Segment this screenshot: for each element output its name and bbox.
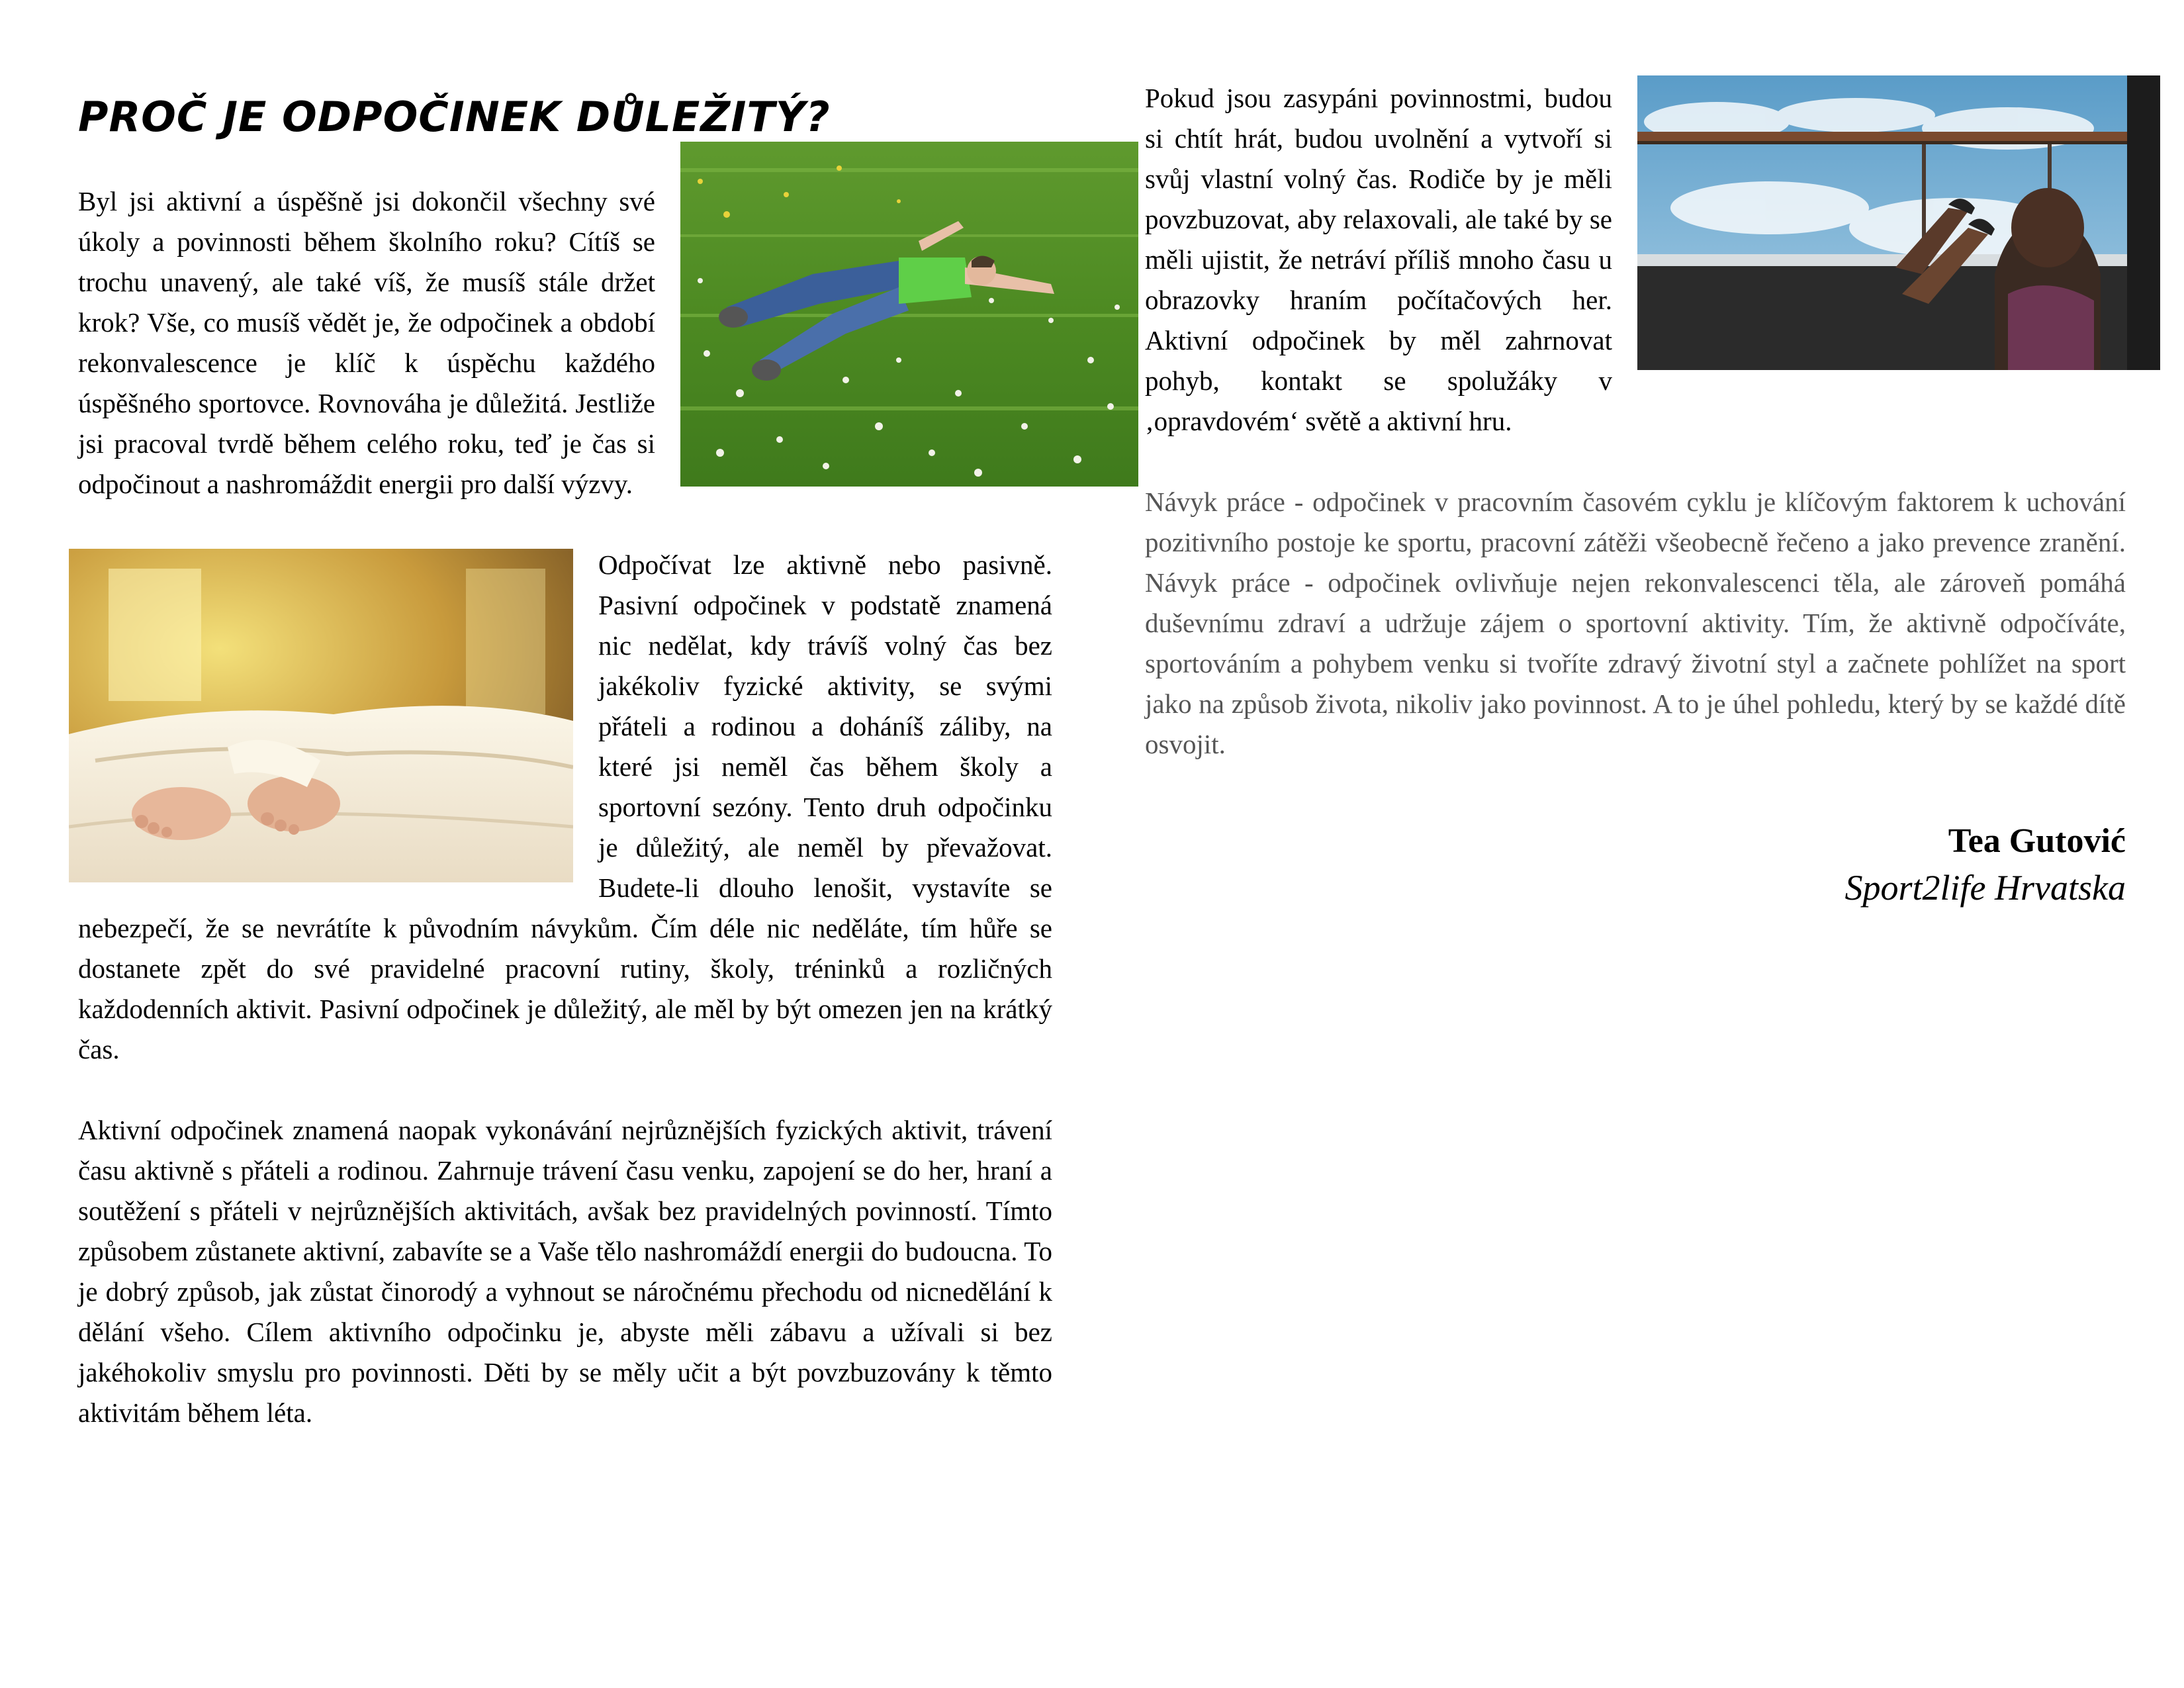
article-paragraph-1: Byl jsi aktivní a úspěšně jsi dokončil všechny své úkoly a povinnosti během školního roku? Cítíš se trochu unavený, ale také víš, že musíš stále držet krok? Vše, co musíš vědět je, že odpočinek a období rekonvalescence je klíč k úspěchu každého úspěšného sportovce. Rovnováha je důležitá. Jestliže jsi pracoval tvrdě během celého roku, teď je čas si odpočinout a nashromáždit energii pro další výzvy. [78, 186, 655, 500]
signature-block [1145, 819, 2126, 912]
article-paragraph-5: Návyk práce - odpočinek v pracovním časovém cyklu je klíčovým faktorem k uchování pozitivního postoje ke sportu, pracovní zátěži všeobecně řečeno a jako prevence zranění. Návyk práce - odpočinek ovlivňuje nejen rekonvalescenci těla, ale zároveň pomáhá duševnímu zdraví a udržuje zájem o sportovní aktivity. Tím, že aktivně odpočíváte, sportováním a pohybem venku si tvoříte zdravý životní styl a začnete pohlížet na sport jako na způsob života, nikoliv jako povinnost. A to je úhel pohledu, který by se každé dítě osvojit. [1145, 487, 2126, 759]
article-paragraph-2 [78, 545, 1052, 1070]
author-organization: Sport2life Hrvatska [1844, 868, 2126, 908]
author-name: Tea Gutović [1948, 822, 2126, 860]
right-column [1145, 78, 2126, 912]
woman-on-balcony-photo [1637, 75, 2160, 370]
article-title: PROČ JE ODPOČINEK DŮLEŽITÝ? [78, 93, 831, 141]
person-lying-on-grass-photo [680, 142, 1138, 487]
article-paragraph-3: Aktivní odpočinek znamená naopak vykonávání nejrůznějších fyzických aktivit, trávení času aktivně s přáteli a rodinou. Zahrnuje trávení času venku, zapojení se do her, hraní a soutěžení s přáteli v nejrůznějších aktivitách, avšak bez pravidelných povinností. Tímto způsobem zůstanete aktivní, zabavíte se a Vaše tělo nashromáždí energii do budoucna. To je dobrý způsob, jak zůstat činorodý a vyhnout se náročnému přechodu od nicnedělání k dělání všeho. Cílem aktivního odpočinku je, abyste měli zábavu a užívali si bez jakéhokoliv smyslu pro povinnosti. Děti by se měly učit a být povzbuzovány k těmto aktivitám během léta. [78, 1115, 1052, 1429]
left-column [78, 78, 1052, 1433]
paragraph-2-text: Odpočívat lze aktivně nebo pasivně. Pasivní odpočinek v podstatě znamená nic nedělat, kdy trávíš volný čas bez jakékoliv fyzické aktivity, se svými přáteli a rodinou a doháníš záliby, na které jsi neměl čas během školy a sportovní sezóny. Tento druh odpočinku je důležitý, ale neměl by převažovat. Budete-li dlouho lenošit, vystavíte se nebezpečí, že se nevrátíte k původním návykům. Čím déle nic neděláte, tím hůře se dostanete zpět do své pravidelné pracovní rutiny, školy, tréninků a rozličných každodenních aktivit. Pasivní odpočinek je důležitý, ale měl by být omezen jen na krátký čas. [78, 549, 1052, 1065]
article-paragraph-4: Pokud jsou zasypáni povinnostmi, budou si chtít hrát, budou uvolnění a vytvoří si svůj vlastní volný čas. Rodiče by je měli povzbuzovat, aby relaxovali, ale také by se měli ujistit, že netráví příliš mnoho času u obrazovky hraním počítačových her. Aktivní odpočinek by měl zahrnovat pohyb, kontakt se spolužáky v ‚opravdovém‘ světě a aktivní hru. [1145, 83, 1612, 436]
feet-in-bed-photo [69, 549, 573, 882]
